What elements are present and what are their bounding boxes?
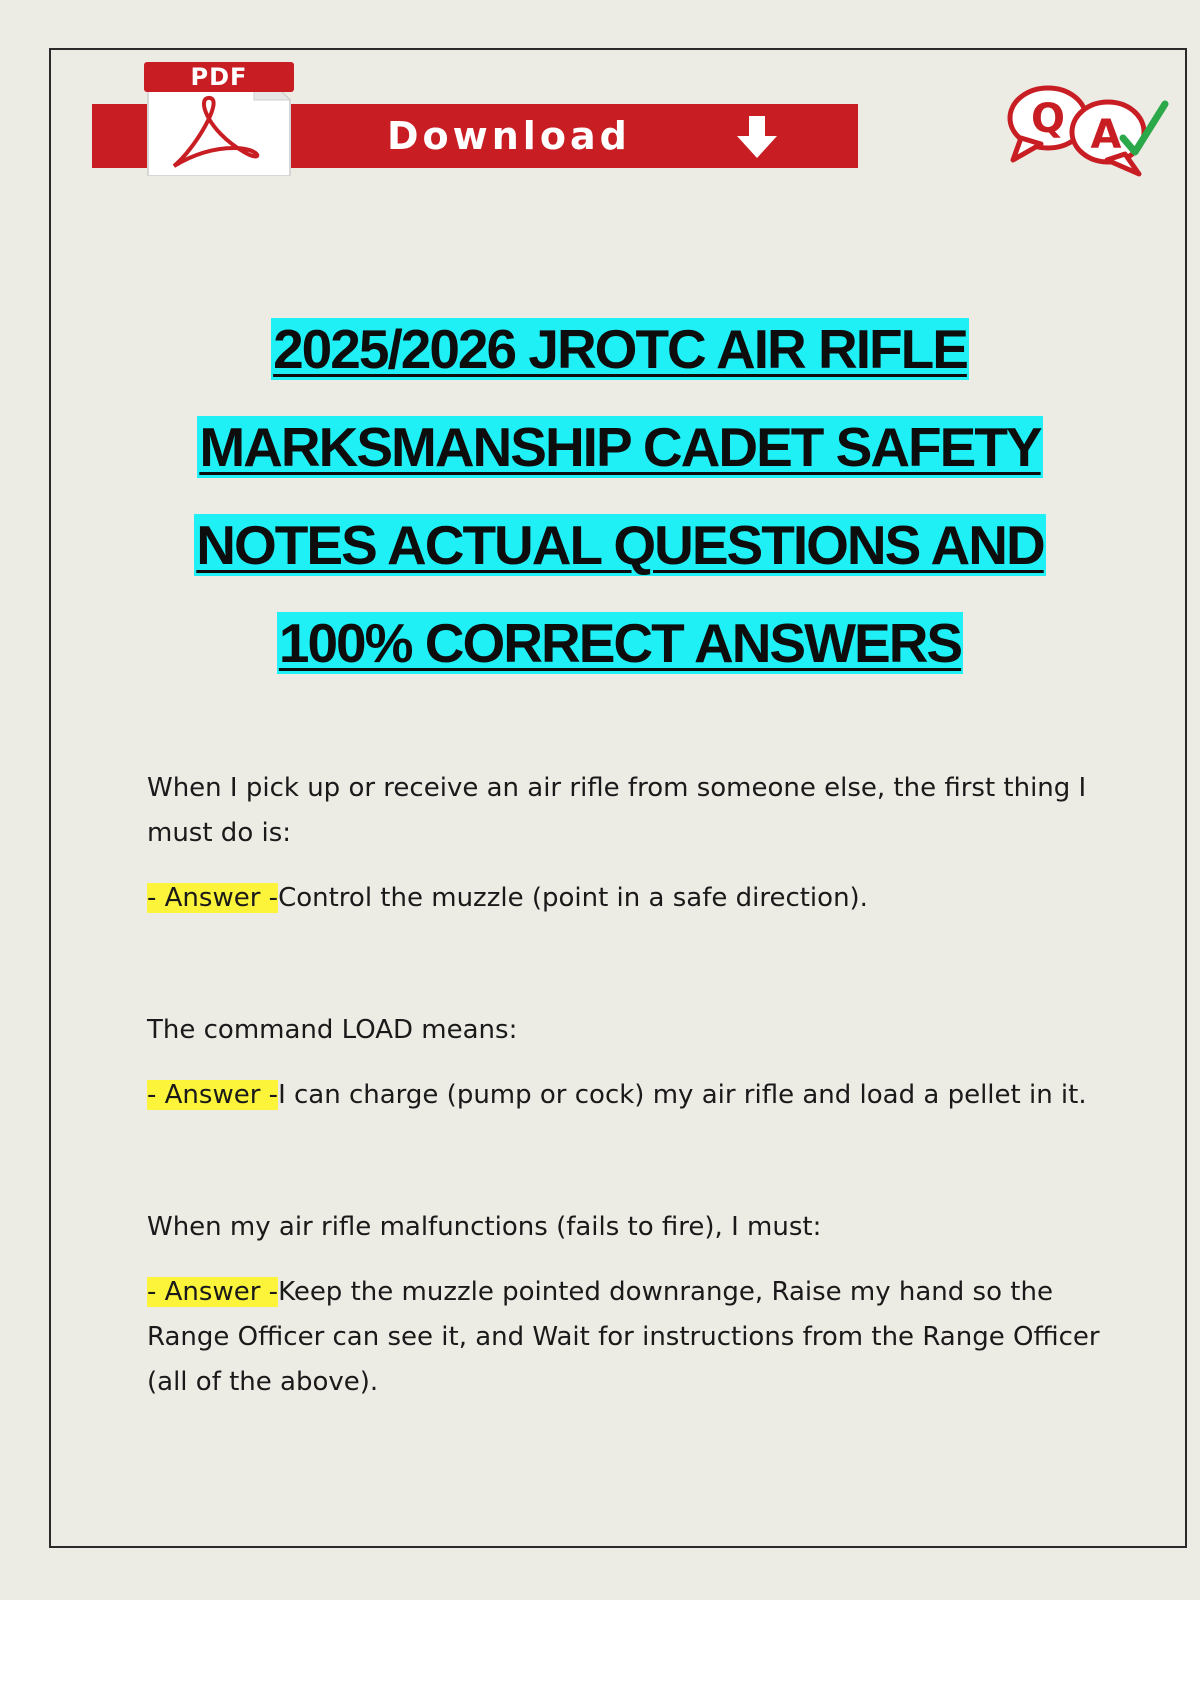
qa-logo (1003, 80, 1173, 180)
qa-item (147, 766, 1107, 921)
document-title (60, 300, 1180, 692)
pdf-file-icon (144, 60, 294, 176)
qa-item (147, 1008, 1107, 1118)
answer-text (147, 1270, 1107, 1405)
answer-content: Keep the muzzle pointed downrange, Raise my hand so the Range Officer can see it, and Wait for instructions from the Range Officer (all of the above). (147, 1277, 1100, 1397)
logo-a: A (1090, 112, 1122, 158)
answer-text (147, 876, 1107, 921)
qa-item (147, 1205, 1107, 1405)
qa-logo-icon (1003, 80, 1173, 180)
question-text: The command LOAD means: (147, 1015, 518, 1045)
title-line-3: NOTES ACTUAL QUESTIONS AND (196, 514, 1044, 576)
download-arrow-icon (732, 114, 782, 160)
answer-label: - Answer - (147, 883, 279, 913)
answer-text (147, 1073, 1107, 1118)
question-text: When I pick up or receive an air rifle from someone else, the first thing I must do is: (147, 773, 1087, 848)
answer-label: - Answer - (147, 1080, 279, 1110)
download-banner[interactable] (92, 60, 858, 180)
logo-q: Q (1030, 96, 1066, 142)
answer-content: I can charge (pump or cock) my air rifle and load a pellet in it. (278, 1080, 1087, 1110)
question-text: When my air rifle malfunctions (fails to fire), I must: (147, 1212, 822, 1242)
title-line-2: MARKSMANSHIP CADET SAFETY (199, 416, 1041, 478)
title-line-4: 100% CORRECT ANSWERS (278, 612, 962, 674)
pdf-tab-label: PDF (144, 62, 294, 92)
answer-label: - Answer - (147, 1277, 279, 1307)
answer-content: Control the muzzle (point in a safe direction). (278, 883, 868, 913)
title-line-1: 2025/2026 JROTC AIR RIFLE (273, 318, 967, 380)
download-label: Download (387, 114, 631, 158)
